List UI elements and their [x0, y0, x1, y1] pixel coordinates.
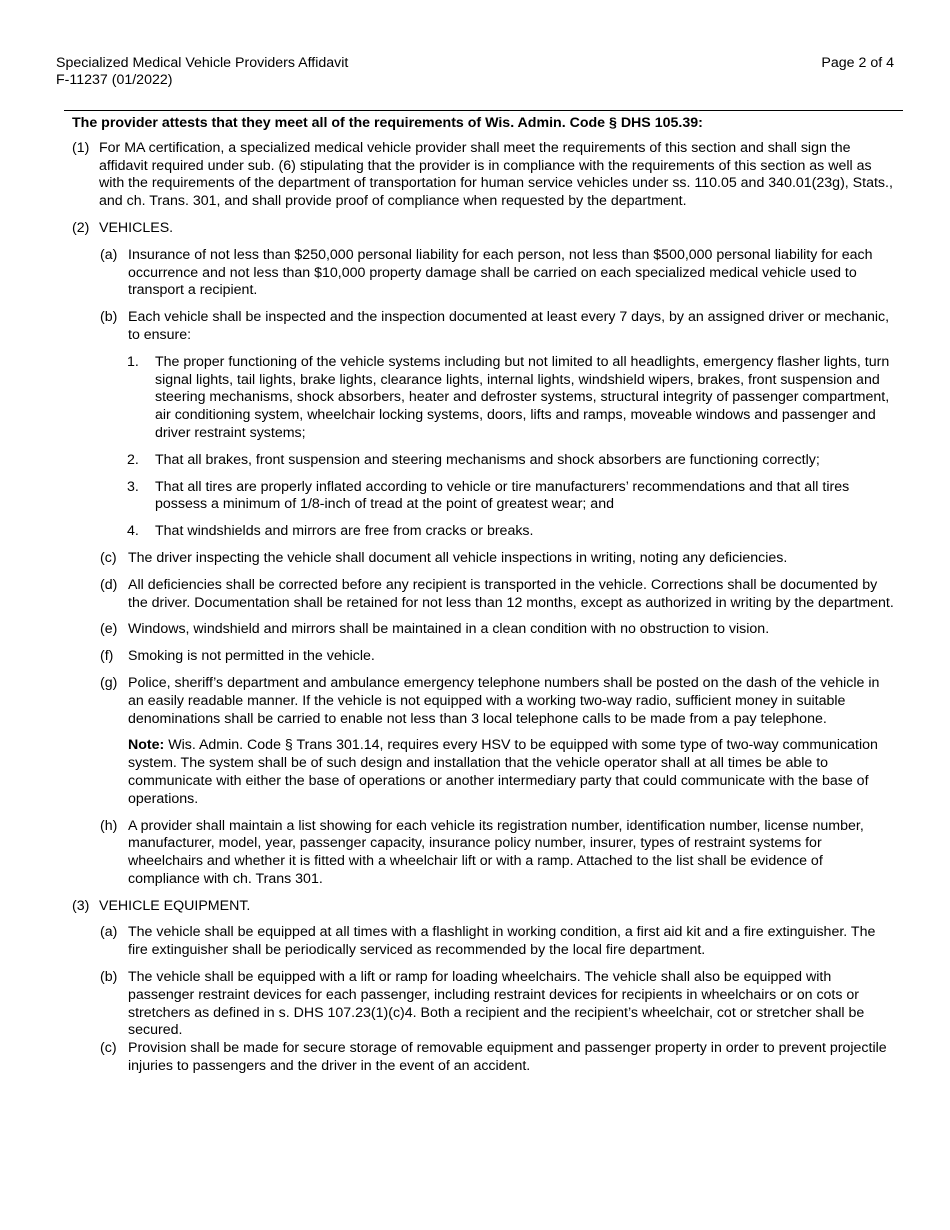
list-marker: 2.	[127, 451, 139, 468]
note-text: Wis. Admin. Code § Trans 301.14, requires every HSV to be equipped with some type of two-way communication system. The system shall be of such design and installation that the vehicle operator shall at all times be able to communicate with either the base of operations or another intermediary party that could communicate with the base of operations.	[128, 737, 878, 807]
section-3a	[72, 924, 894, 960]
subsection-text: Windows, windshield and mirrors shall be maintained in a clean condition with no obstruction to vision.	[128, 621, 770, 638]
subsection-text: Insurance of not less than $250,000 personal liability for each person, not less than $500,000 personal liability for each occurrence and not less than $10,000 property damage shall be carried on each specialized medical vehicle used to transport a recipient.	[128, 246, 873, 299]
list-marker: 1.	[127, 353, 139, 370]
subsection-marker: (b)	[100, 309, 118, 326]
intro-statement: The provider attests that they meet all of the requirements of Wis. Admin. Code § DHS 105.39:	[72, 115, 703, 131]
list-text: That all brakes, front suspension and steering mechanisms and shock absorbers are functioning correctly;	[155, 451, 820, 468]
section-2d	[72, 577, 894, 613]
subsection-text: All deficiencies shall be corrected before any recipient is transported in the vehicle. Corrections shall be documented by the driver. Documentation shall be retained for not less than 12 months, except as authorized in writing by the department.	[128, 576, 894, 611]
section-2b	[72, 309, 894, 345]
section-2c	[72, 550, 894, 568]
subsection-marker: (b)	[100, 969, 118, 986]
list-marker: 3.	[127, 478, 139, 495]
subsection-marker: (d)	[100, 576, 118, 593]
subsection-marker: (c)	[100, 549, 117, 566]
subsection-text: A provider shall maintain a list showing for each vehicle its registration number, identification number, license number, manufacturer, model, year, passenger capacity, insurance policy number, insurer, types of restraint systems for wheelchairs and whether it is fitted with a wheelchair lift or with a ramp. Attached to the list shall be evidence of compliance with ch. Trans 301.	[128, 817, 864, 887]
section-2e	[72, 621, 894, 639]
list-marker: 4.	[127, 523, 139, 540]
section-2g-note	[72, 737, 894, 808]
subsection-marker: (c)	[100, 1040, 117, 1057]
section-marker: (2)	[72, 219, 90, 236]
section-3c	[72, 1040, 894, 1076]
section-2g	[72, 675, 894, 728]
subsection-text: Smoking is not permitted in the vehicle.	[128, 648, 375, 665]
list-text: The proper functioning of the vehicle systems including but not limited to all headlights, emergency flasher lights, turn signal lights, tail lights, brake lights, clearance lights, internal lights, windshield wipers, brakes, front suspension and steering mechanisms, shock absorbers, heater and defroster systems, structural integrity of passenger compartment, air conditioning system, wheelchair locking systems, doors, lifts and ramps, moveable windows and passenger and driver restraint systems;	[155, 353, 890, 441]
form-title: Specialized Medical Vehicle Providers Affidavit	[56, 55, 349, 71]
section-2a	[72, 247, 894, 300]
subsection-marker: (f)	[100, 648, 114, 665]
section-2h	[72, 818, 894, 889]
subsection-marker: (a)	[100, 924, 118, 941]
section-title: VEHICLES.	[99, 219, 174, 236]
subsection-text: Police, sheriff’s department and ambulance emergency telephone numbers shall be posted on the dash of the vehicle in an easily readable manner. If the vehicle is not equipped with a working two-way radio, sufficient money in suitable denominations shall be carried to enable not less than 3 local telephone calls to be made from a pay telephone.	[128, 674, 880, 727]
subsection-text: Each vehicle shall be inspected and the inspection documented at least every 7 days, by an assigned driver or mechanic, to ensure:	[128, 309, 890, 343]
document-body	[72, 115, 894, 1085]
section-3b	[72, 969, 894, 1040]
section-2b-2	[72, 452, 894, 470]
section-text: For MA certification, a specialized medical vehicle provider shall meet the requirements of this section and shall sign the affidavit required under sub. (6) stipulating that the provider is in compliance with the requirements of this section as well as with the requirements of the department of transportation for human service vehicles under ss. 110.05 and 340.01(23g), Stats., and ch. Trans. 301, and shall provide proof of compliance when requested by the department.	[99, 139, 893, 210]
note-label: Note:	[128, 737, 165, 754]
section-2b-4	[72, 523, 894, 541]
section-marker: (3)	[72, 897, 90, 914]
form-header	[56, 55, 348, 89]
section-2f	[72, 648, 894, 666]
section-2b-1	[72, 354, 894, 443]
header-divider	[64, 110, 903, 111]
section-marker: (1)	[72, 139, 90, 156]
subsection-text: The driver inspecting the vehicle shall document all vehicle inspections in writing, noting any deficiencies.	[128, 549, 788, 566]
section-1	[72, 140, 894, 211]
subsection-text: The vehicle shall be equipped at all times with a flashlight in working condition, a first aid kit and a fire extinguisher. The fire extinguisher shall be periodically serviced as recommended by the local fire department.	[128, 924, 876, 959]
form-number: F-11237 (01/2022)	[56, 72, 173, 88]
section-3-heading	[72, 898, 894, 916]
list-text: That windshields and mirrors are free from cracks or breaks.	[155, 523, 534, 540]
subsection-marker: (a)	[100, 246, 118, 263]
section-2-heading	[72, 220, 894, 238]
page-number: Page 2 of 4	[821, 55, 894, 71]
subsection-text: The vehicle shall be equipped with a lift or ramp for loading wheelchairs. The vehicle shall also be equipped with passenger restraint devices for each passenger, including restraint devices for recipients in wheelchairs or on cots or stretchers as defined in s. DHS 107.23(1)(c)4. Both a recipient and the recipient’s wheelchair, cot or stretcher shall be secured.	[128, 969, 865, 1039]
subsection-marker: (g)	[100, 674, 118, 691]
subsection-text: Provision shall be made for secure storage of removable equipment and passenger property in order to prevent projectile injuries to passengers and the driver in the event of an accident.	[128, 1040, 887, 1075]
subsection-marker: (h)	[100, 817, 118, 834]
list-text: That all tires are properly inflated according to vehicle or tire manufacturers’ recommendations and that all tires possess a minimum of 1/8-inch of tread at the point of greatest wear; and	[155, 478, 850, 513]
section-2b-3	[72, 479, 894, 515]
subsection-marker: (e)	[100, 621, 118, 638]
section-title: VEHICLE EQUIPMENT.	[99, 897, 251, 914]
